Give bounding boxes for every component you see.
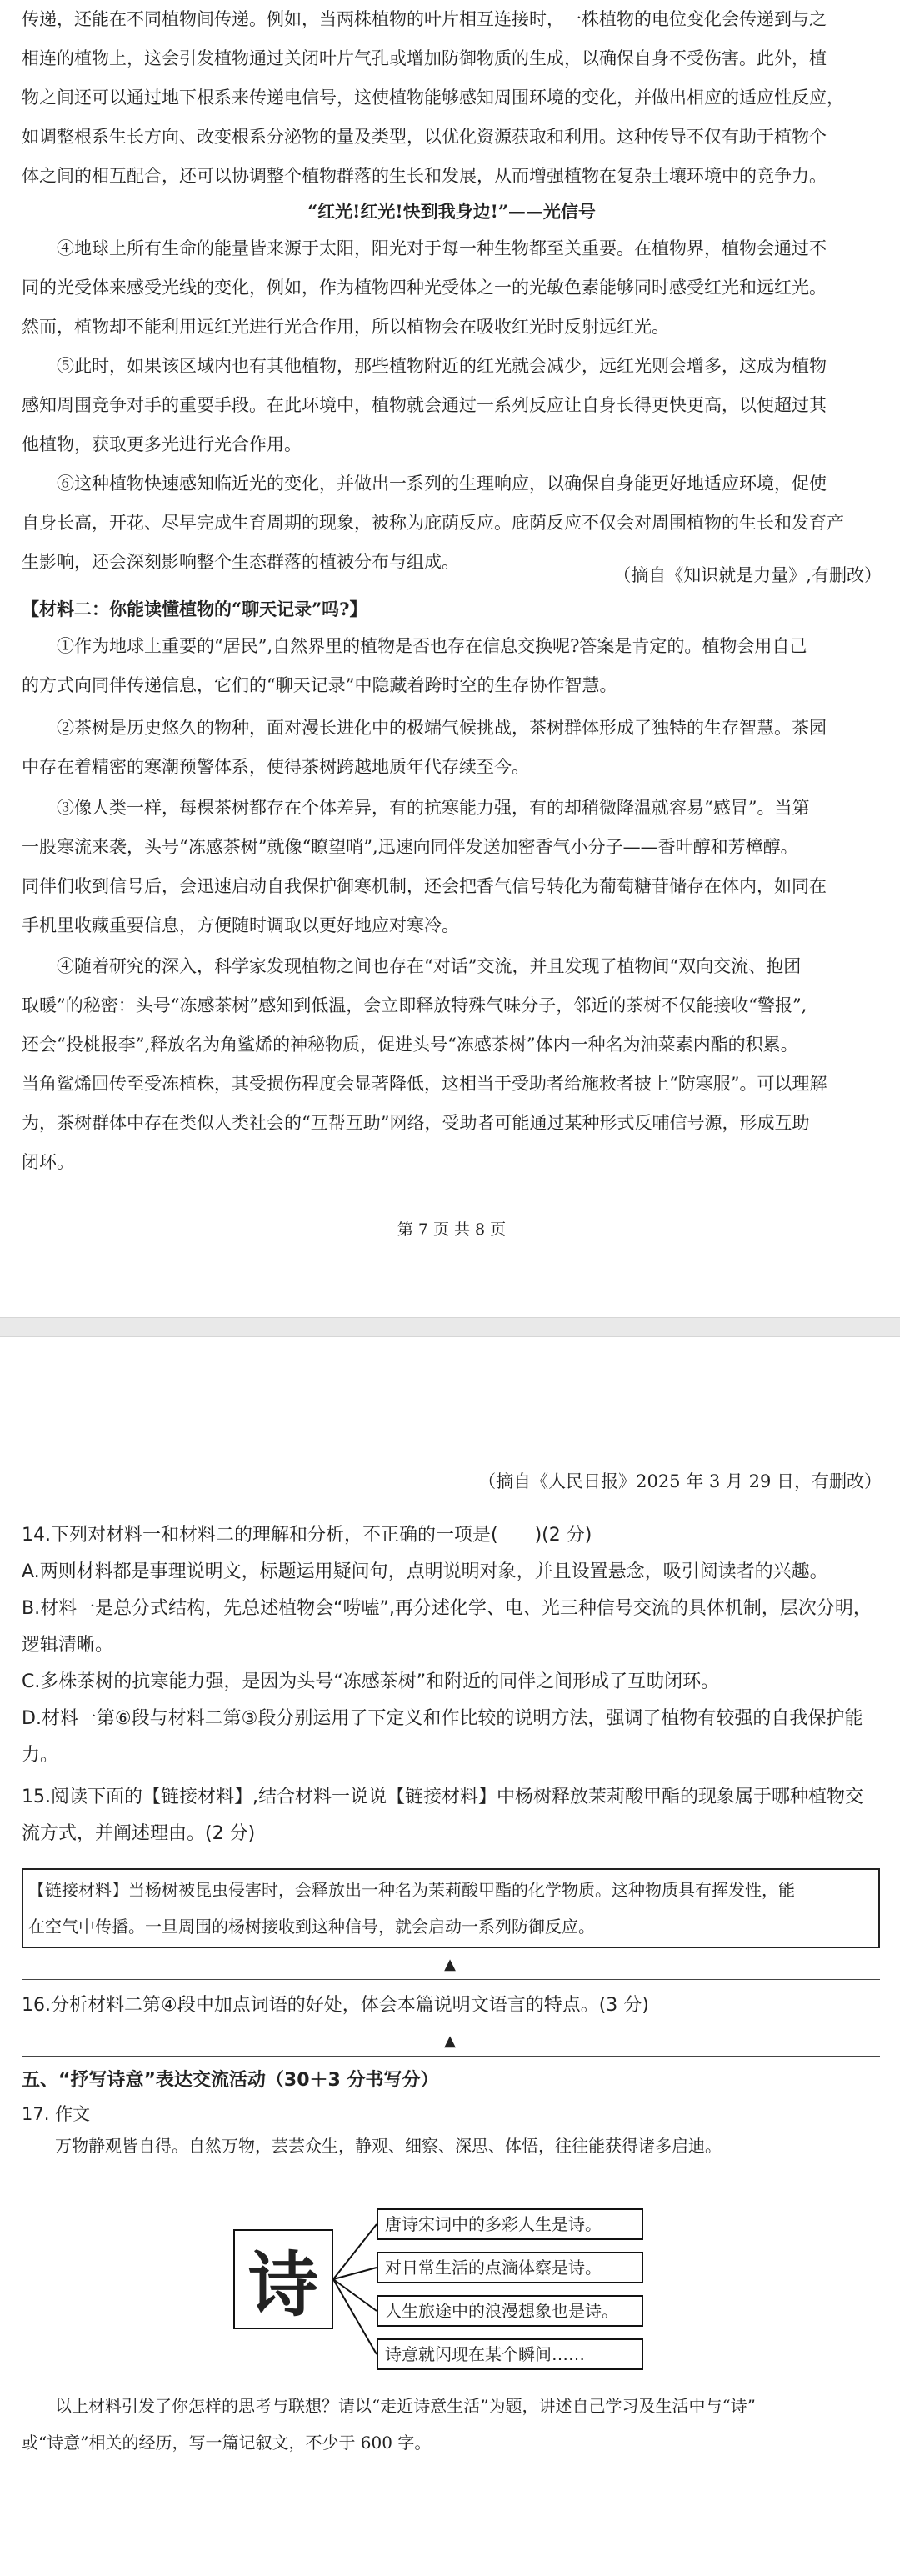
answer-area-marker: ▲ <box>444 1956 456 1973</box>
question-14-option-a: A.两则材料都是事理说明文，标题运用疑问句，点明说明对象，并且设置悬念，吸引阅读者的兴趣。 <box>22 1561 828 1582</box>
question-17-prompt-line: 或“诗意”相关的经历，写一篇记叙文，不少于 600 字。 <box>22 2433 432 2453</box>
page-number-footer: 第 7 页 共 8 页 <box>397 1220 507 1239</box>
question-14-stem: 14.下列对材料一和材料二的理解和分析，不正确的一项是( )(2 分) <box>22 1525 592 1546</box>
material2-title: 【材料二：你能读懂植物的“聊天记录”吗?】 <box>22 599 368 619</box>
paragraph-6-line: ⑥这种植物快速感知临近光的变化，并做出一系列的生理响应，以确保自身能更好地适应环境，促使 <box>22 474 827 494</box>
paragraph-6-line: 生影响，还会深刻影响整个生态群落的植被分布与组成。 <box>22 552 459 572</box>
material2-paragraph-3-line: 同伴们收到信号后，会迅速启动自我保护御寒机制，还会把香气信号转化为葡萄糖苷储存在体内，如同在 <box>22 876 827 896</box>
material2-paragraph-4-line: 取暖”的秘密：头号“冻感茶树”感知到低温，会立即释放特殊气味分子，邻近的茶树不仅能接收“警报”, <box>22 995 808 1015</box>
material1-continued-line: 体之间的相互配合，还可以协调整个植物群落的生长和发展，从而增强植物在复杂土壤环境中的竞争力。 <box>22 166 827 186</box>
question-14-option-b-cont: 逻辑清晰。 <box>22 1635 114 1656</box>
material2-paragraph-2-line: 中存在着精密的寒潮预警体系，使得茶树跨越地质年代存续至今。 <box>22 757 529 777</box>
material2-paragraph-3-line: 手机里收藏重要信息，方便随时调取以更好地应对寒冷。 <box>22 915 459 935</box>
material2-paragraph-3-line: 一股寒流来袭，头号“冻感茶树”就像“瞭望哨”,迅速向同伴发送加密香气小分子——香叶醇和芳樟醇。 <box>22 837 798 857</box>
diagram-box-3: 人生旅途中的浪漫想象也是诗。 <box>377 2295 643 2327</box>
material2-paragraph-1-line: 的方式向同伴传递信息，它们的“聊天记录”中隐藏着跨时空的生存协作智慧。 <box>22 675 618 695</box>
question-15-stem: 15.阅读下面的【链接材料】,结合材料一说说【链接材料】中杨树释放茉莉酸甲酯的现象属于哪种植物交 <box>22 1787 863 1807</box>
exam-page-8 <box>0 1337 900 2576</box>
material2-paragraph-3-line: ③像人类一样，每棵茶树都存在个体差异，有的抗寒能力强，有的却稍微降温就容易“感冒”。当第 <box>22 798 810 818</box>
paragraph-4-line: ④地球上所有生命的能量皆来源于太阳，阳光对于每一种生物都至关重要。在植物界，植物会通过不 <box>22 238 827 258</box>
poetry-character-box: 诗 <box>233 2229 333 2329</box>
material2-paragraph-1-line: ①作为地球上重要的“居民”,自然界里的植物是否也存在信息交换呢?答案是肯定的。植物会用自己 <box>22 636 808 656</box>
page-separator <box>0 1317 900 1337</box>
diagram-box-2: 对日常生活的点滴体察是诗。 <box>377 2252 643 2283</box>
paragraph-5-line: ⑤此时，如果该区域内也有其他植物，那些植物附近的红光就会减少，远红光则会增多，这成为植物 <box>22 356 827 376</box>
answer-area-marker: ▲ <box>444 2032 456 2050</box>
poetry-diagram <box>233 2188 650 2363</box>
material2-paragraph-4-line: 闭环。 <box>22 1152 74 1172</box>
diagram-box-1: 唐诗宋词中的多彩人生是诗。 <box>377 2208 643 2240</box>
material1-continued-line: 如调整根系生长方向、改变根系分泌物的量及类型，以优化资源获取和利用。这种传导不仅有助于植物个 <box>22 127 827 147</box>
material2-paragraph-4-line: 还会“投桃报李”,释放名为角鲨烯的神秘物质，促进头号“冻感茶树”体内一种名为油菜素内酯的积累。 <box>22 1035 798 1055</box>
paragraph-5-line: 感知周围竞争对手的重要手段。在此环境中，植物就会通过一系列反应让自身长得更快更高，以便超过其 <box>22 395 827 415</box>
question-14-option-c: C.多株茶树的抗寒能力强，是因为头号“冻感茶树”和附近的同伴之间形成了互助闭环。 <box>22 1671 720 1692</box>
paragraph-4-line: 然而，植物却不能利用远红光进行光合作用，所以植物会在吸收红光时反射远红光。 <box>22 317 669 337</box>
answer-line <box>22 2056 880 2057</box>
paragraph-4-line: 同的光受体来感受光线的变化，例如，作为植物四种光受体之一的光敏色素能够同时感受红光和远红光。 <box>22 278 827 298</box>
material1-continued-line: 相连的植物上，这会引发植物通过关闭叶片气孔或增加防御物质的生成，以确保自身不受伤害。此外，植 <box>22 48 827 68</box>
material1-continued-line: 物之间还可以通过地下根系来传递电信号，这使植物能够感知周围环境的变化，并做出相应的适应性反应， <box>22 88 844 108</box>
material2-paragraph-4-line: 为，茶树群体中存在类似人类社会的“互帮互助”网络，受助者可能通过某种形式反哺信号源，形成互助 <box>22 1113 810 1133</box>
paragraph-5-line: 他植物，获取更多光进行光合作用。 <box>22 434 302 454</box>
question-16-stem: 16.分析材料二第④段中加点词语的好处，体会本篇说明文语言的特点。(3 分) <box>22 1995 649 2016</box>
question-17-title: 17. 作文 <box>22 2104 91 2124</box>
question-14-option-d: D.材料一第⑥段与材料二第③段分别运用了下定义和作比较的说明方法，强调了植物有较强的自我保护能 <box>22 1708 863 1729</box>
answer-line <box>22 1979 880 1980</box>
link-material-line: 【链接材料】当杨树被昆虫侵害时，会释放出一种名为茉莉酸甲酯的化学物质。这种物质具有挥发性，能 <box>28 1880 795 1900</box>
material2-paragraph-2-line: ②茶树是历史悠久的物种，面对漫长进化中的极端气候挑战，茶树群体形成了独特的生存智慧。茶园 <box>22 718 827 738</box>
link-material-line: 在空气中传播。一旦周围的杨树接收到这种信号，就会启动一系列防御反应。 <box>28 1917 595 1937</box>
paragraph-6-line: 自身长高，开花、尽早完成生育周期的现象，被称为庇荫反应。庇荫反应不仅会对周围植物的生长和发育产 <box>22 513 844 533</box>
question-17-prompt-line: 以上材料引发了你怎样的思考与联想？请以“走近诗意生活”为题，讲述自己学习及生活中与“诗” <box>22 2396 756 2416</box>
question-14-option-d-cont: 力。 <box>22 1745 59 1766</box>
material1-continued-line: 传递，还能在不同植物间传递。例如，当两株植物的叶片相互连接时，一株植物的电位变化会传递到与之 <box>22 9 827 29</box>
source-citation-2: （摘自《人民日报》2025 年 3 月 29 日，有删改） <box>478 1471 882 1491</box>
source-citation-1: （摘自《知识就是力量》,有删改） <box>613 565 882 585</box>
material2-paragraph-4-line: ④随着研究的深入，科学家发现植物之间也存在“对话”交流，并且发现了植物间“双向交流、抱团 <box>22 956 802 976</box>
question-15-stem-cont: 流方式，并阐述理由。(2 分) <box>22 1823 256 1844</box>
link-material-box <box>22 1868 880 1948</box>
light-signal-subtitle: “红光!红光!快到我身边!”——光信号 <box>308 201 596 222</box>
question-14-option-b: B.材料一是总分式结构，先总述植物会“唠嗑”,再分述化学、电、光三种信号交流的具体机制，层次分明， <box>22 1598 872 1619</box>
section-5-heading: 五、“抒写诗意”表达交流活动（30＋3 分书写分） <box>22 2070 439 2091</box>
diagram-box-4: 诗意就闪现在某个瞬间…… <box>377 2338 643 2370</box>
material2-paragraph-4-line: 当角鲨烯回传至受冻植株，其受损伤程度会显著降低，这相当于受助者给施救者披上“防寒服”。可以理解 <box>22 1074 828 1094</box>
question-17-intro: 万物静观皆自得。自然万物，芸芸众生，静观、细察、深思、体悟，往往能获得诸多启迪。 <box>22 2136 722 2156</box>
